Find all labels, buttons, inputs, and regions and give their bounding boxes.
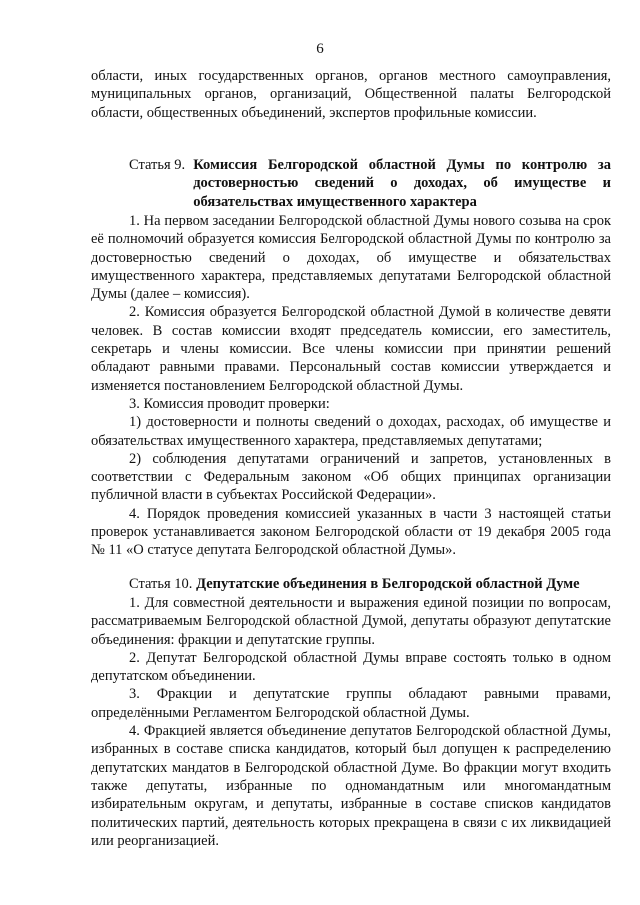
article-9-label: Статья 9. [129, 157, 186, 173]
article-10-title: Депутатские объединения в Белгородской областной Думе [196, 576, 580, 592]
article-9-heading [91, 156, 611, 211]
article-9-paragraph: 1. На первом заседании Белгородской областной Думы нового созыва на срок её полномочий образуется комиссия Белгородской областной Думы по контролю за достоверностью сведений о доходах, об имуществе и обязательствах имущественного характера, представляемых депутатами Белгородской областной Думы (далее – комиссия). [91, 213, 611, 303]
article-9-body [91, 212, 611, 560]
intro-paragraph: области, иных государственных органов, органов местного самоуправления, муниципальных органов, организаций, Общественной палаты Белгородской области, общественных объединений, экспертов профильные комиссии. [91, 68, 611, 121]
article-10-body [91, 594, 611, 850]
article-9-paragraph: 2) соблюдения депутатами ограничений и запретов, установленных в соответствии с Федеральным законом «Об общих принципах организации публичной власти в субъектах Российской Федерации». [91, 450, 611, 504]
article-10-label: Статья 10. [129, 576, 197, 592]
article-10-paragraph: 2. Депутат Белгородской областной Думы вправе состоять только в одном депутатском объединении. [91, 649, 611, 685]
article-10-paragraph: 1. Для совместной деятельности и выражения единой позиции по вопросам, рассматриваемым Белгородской областной Думой, депутаты образуют депутатские объединения: фракции и депутатские группы. [91, 595, 611, 648]
article-10-paragraph: 4. Фракцией является объединение депутатов Белгородской областной Думы, избранных в составе списка кандидатов, который был допущен к распределению депутатских мандатов в Белгородской областной Думе. Во фракции могут входить также депутаты, избранные по одномандатным или многомандатным избирательным округам, и депутаты, избранные в составе списков кандидатов политических партий, деятельность которых прекращена в связи с их ликвидацией или реорганизацией. [91, 723, 611, 849]
article-9-paragraph: 2. Комиссия образуется Белгородской областной Думой в количестве девяти человек. В состав комиссии входят председатель комиссии, его заместитель, секретарь и члены комиссии. Все члены комиссии при принятии решений обладают равными правами. Персональный состав комиссии утверждается и изменяется постановлением Белгородской областной Думы. [91, 304, 611, 394]
article-9-paragraph: 4. Порядок проведения комиссией указанных в части 3 настоящей статьи проверок устанавливается законом Белгородской области от 19 декабря 2005 года № 11 «О статусе депутата Белгородской областной Думы». [91, 505, 611, 559]
article-9-title: Комиссия Белгородской областной Думы по контролю за достоверностью сведений о доходах, об имуществе и обязательствах имущественного характера [193, 157, 611, 210]
intro-paragraph-block [91, 67, 611, 122]
article-10-heading [91, 575, 611, 593]
article-9-paragraph: 1) достоверности и полноты сведений о доходах, расходах, об имуществе и обязательствах имущественного характера, представляемых депутатами; [91, 414, 611, 449]
article-9-paragraph: 3. Комиссия проводит проверки: [129, 395, 330, 412]
article-10-paragraph: 3. Фракции и депутатские группы обладают равными правами, определёнными Регламентом Белгородской областной Думы. [91, 686, 611, 721]
page-number: 6 [316, 41, 324, 57]
